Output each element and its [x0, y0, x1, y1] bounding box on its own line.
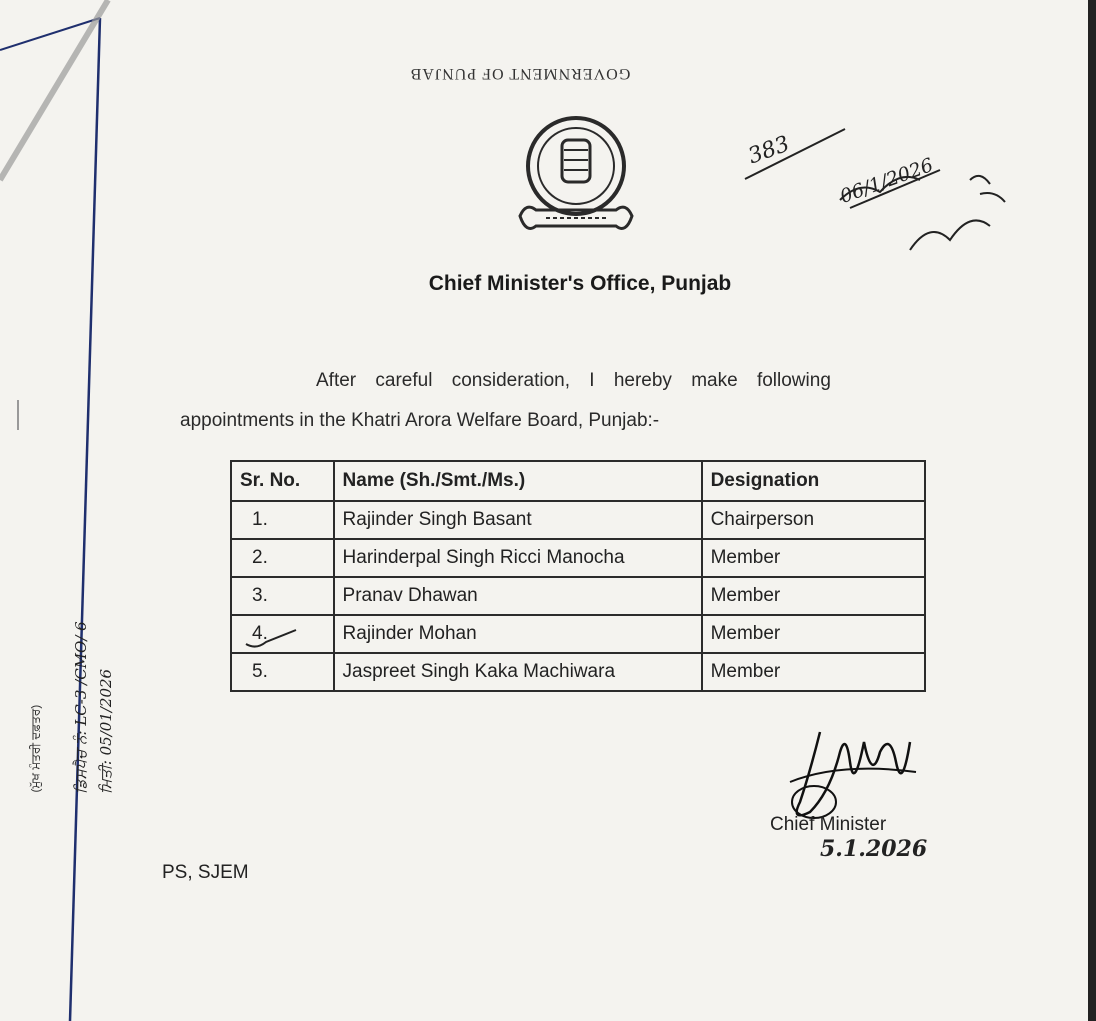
header-name: Name (Sh./Smt./Ms.)	[334, 461, 702, 501]
cell-designation: Chairperson	[702, 501, 925, 539]
cell-sr: 3.	[231, 577, 334, 615]
file-number-note: 383	[744, 131, 794, 170]
cell-name: Harinderpal Singh Ricci Manocha	[334, 539, 702, 577]
cell-designation: Member	[702, 615, 925, 653]
state-emblem-icon	[506, 106, 646, 246]
copy-to: PS, SJEM	[162, 862, 249, 883]
cell-name: Rajinder Mohan	[334, 615, 702, 653]
body-line-1: After careful consideration, I hereby make following	[316, 370, 831, 391]
government-header: GOVERNMENT OF PUNJAB	[409, 65, 631, 82]
appointments-table	[230, 460, 926, 692]
cell-name: Rajinder Singh Basant	[334, 501, 702, 539]
cell-designation: Member	[702, 577, 925, 615]
dispatch-office-label: (ਮੁੱਖ ਮੰਤਰੀ ਦਫ਼ਤਰ)	[28, 704, 43, 793]
body-line-2: appointments in the Khatri Arora Welfare Board, Punjab:-	[180, 410, 660, 431]
page-edge	[1088, 0, 1096, 1021]
signatory-role: Chief Minister	[770, 814, 887, 835]
dispatch-date: ਮਿਤੀ: 05/01/2026	[97, 668, 115, 794]
signature-icon	[780, 722, 920, 822]
cell-designation: Member	[702, 539, 925, 577]
cell-sr: 2.	[231, 539, 334, 577]
diary-date-note: 06/1/2026	[837, 154, 937, 208]
cell-name: Jaspreet Singh Kaka Machiwara	[334, 653, 702, 691]
cell-name: Pranav Dhawan	[334, 577, 702, 615]
tick-mark-icon	[242, 624, 302, 652]
table-row	[231, 615, 925, 653]
cell-sr: 5.	[231, 653, 334, 691]
handwritten-scribble	[820, 140, 1020, 260]
cell-designation: Member	[702, 653, 925, 691]
office-title: Chief Minister's Office, Punjab	[428, 272, 732, 295]
table-row	[231, 577, 925, 615]
signature-date: 5.1.2026	[820, 836, 928, 862]
cell-sr: 1.	[231, 501, 334, 539]
cell-sr: 4.	[231, 615, 334, 653]
dispatch-stamp	[6, 560, 116, 810]
table-row	[231, 653, 925, 691]
table-row	[231, 539, 925, 577]
dispatch-number: ਡਿਸਪੈਚ ਨੰ: LC-3 /CMO/ 6	[72, 621, 90, 794]
header-sr-no: Sr. No.	[231, 461, 334, 501]
header-designation: Designation	[702, 461, 925, 501]
table-row	[231, 501, 925, 539]
table-header-row	[231, 461, 925, 501]
